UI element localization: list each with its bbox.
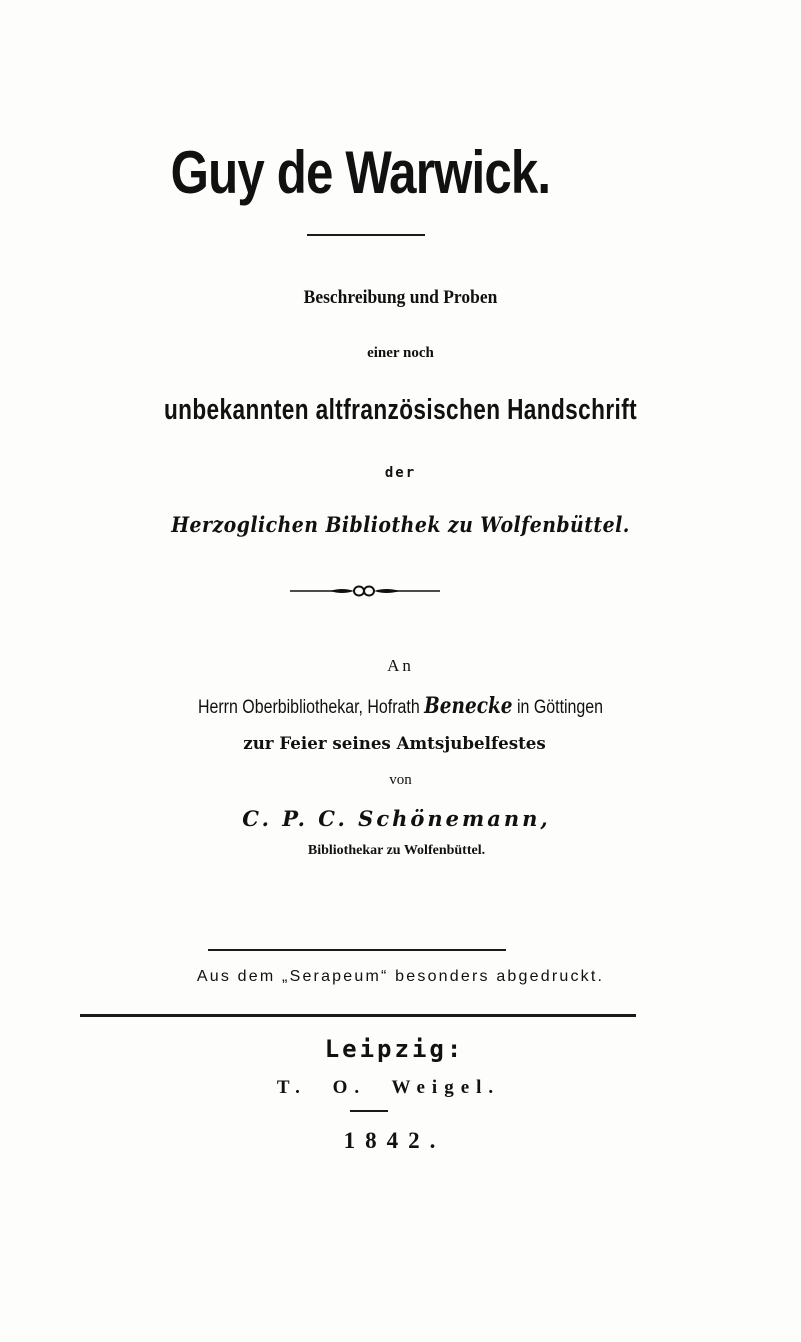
author-name: C. P. C. Schönemann, xyxy=(242,806,551,831)
subtitle-line-3: unbekannten altfranzösischen Handschrift xyxy=(163,394,638,426)
recipient-prefix: Herrn Oberbibliothekar, Hofrath xyxy=(197,697,420,718)
dedication-an: An xyxy=(387,656,414,675)
recipient-suffix: in Göttingen xyxy=(516,697,604,718)
imprint-year: 1842. xyxy=(343,1128,446,1153)
subtitle-line-2: einer noch xyxy=(367,345,434,361)
reprint-note: Aus dem „Serapeum“ besonders abgedruckt. xyxy=(196,968,605,985)
imprint-rule xyxy=(80,1014,636,1017)
subtitle-article: der xyxy=(384,465,417,481)
ornament-rule xyxy=(290,583,440,599)
library-name: Herzoglichen Bibliothek zu Wolfenbüttel. xyxy=(171,512,630,537)
dedication-von: von xyxy=(389,772,412,788)
dedication-occasion: zur Feier seines Amtsjubelfestes xyxy=(243,734,546,754)
subtitle-line-1: Beschreibung und Proben xyxy=(303,287,498,308)
publisher-rule xyxy=(350,1110,388,1112)
recipient-name: Benecke xyxy=(424,693,513,719)
imprint-publisher: T. O. Weigel. xyxy=(276,1077,501,1098)
reprint-rule xyxy=(208,949,506,951)
imprint-place: Leipzig: xyxy=(324,1035,465,1063)
title-rule xyxy=(307,234,425,236)
dedication-recipient xyxy=(64,693,737,719)
author-role: Bibliothekar zu Wolfenbüttel. xyxy=(307,843,486,858)
book-title: Guy de Warwick. xyxy=(170,139,551,206)
